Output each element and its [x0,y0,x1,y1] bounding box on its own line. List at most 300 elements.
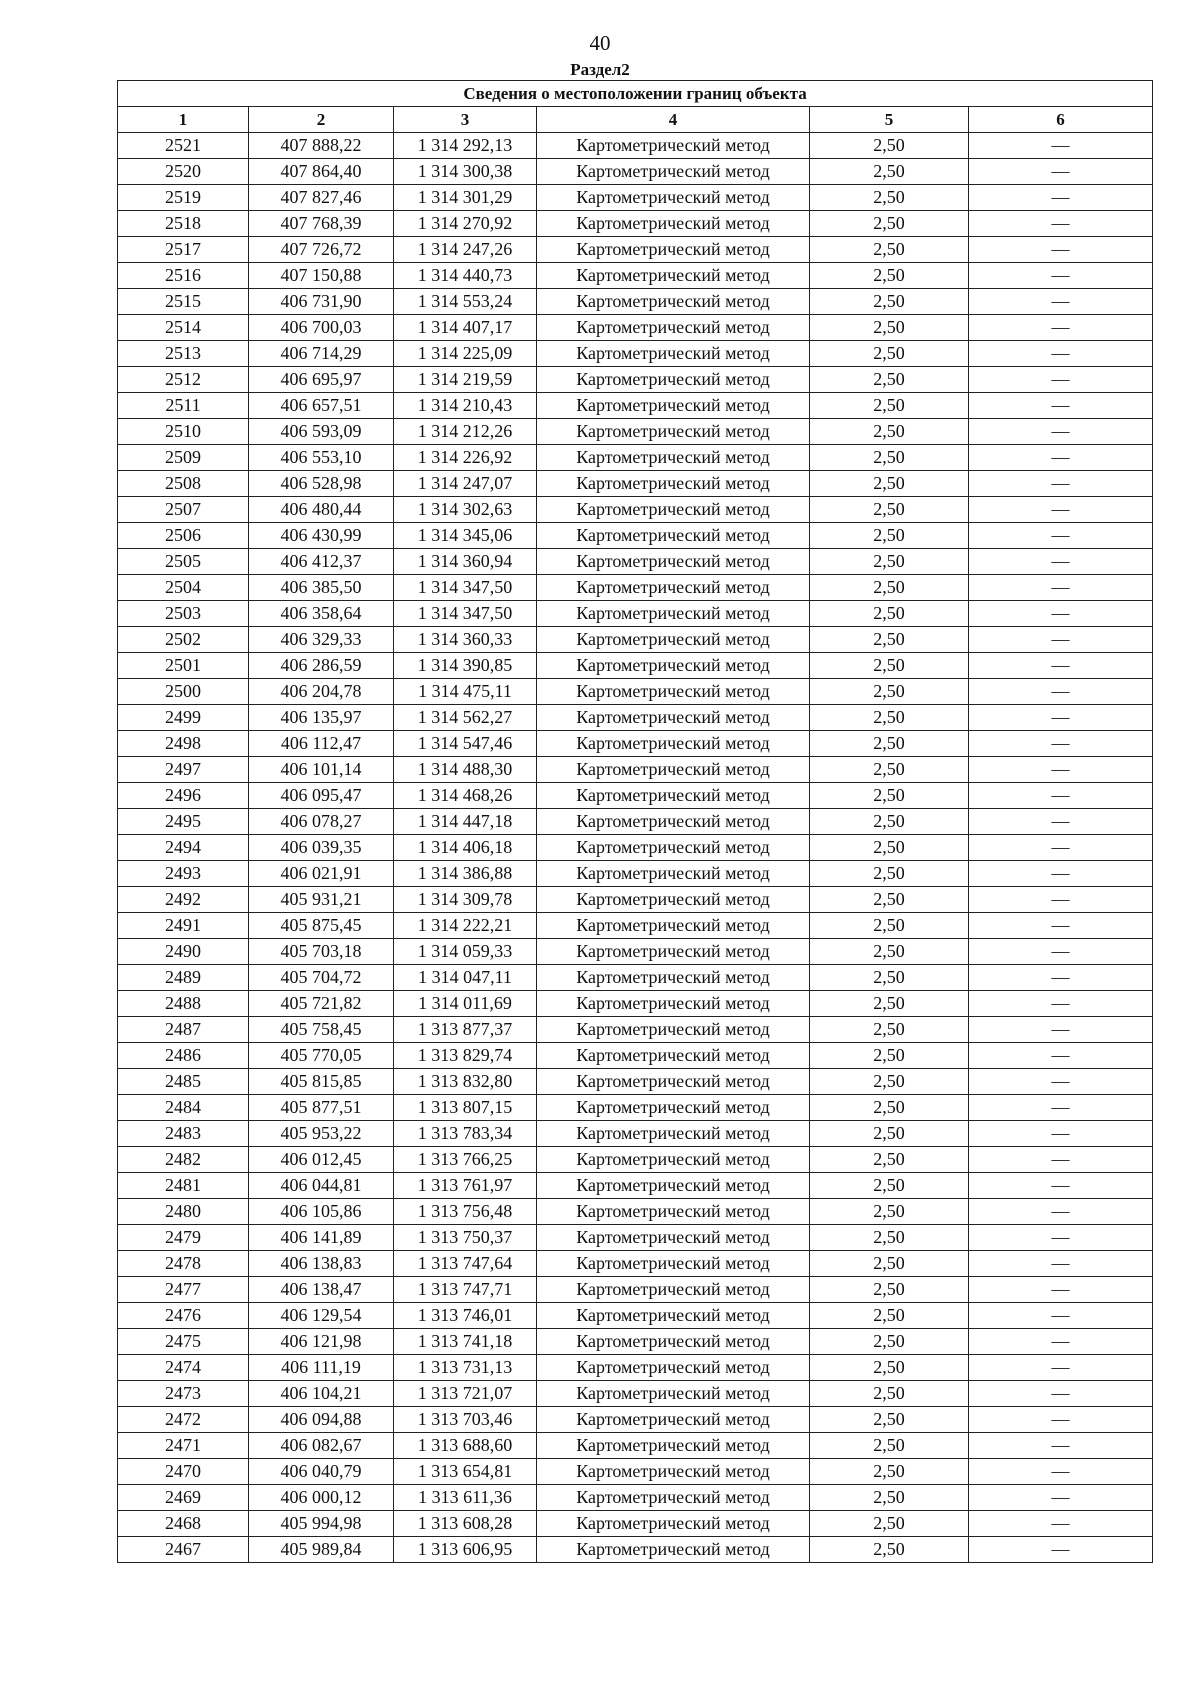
accuracy-cell: 2,50 [810,367,969,393]
description-cell: — [969,601,1153,627]
accuracy-cell: 2,50 [810,705,969,731]
method-cell: Картометрический метод [537,1095,810,1121]
description-cell: — [969,159,1153,185]
coordinate-x-cell: 406 412,37 [249,549,394,575]
description-cell: — [969,1537,1153,1563]
column-header: 1 [118,107,249,133]
coordinate-x-cell: 406 700,03 [249,315,394,341]
accuracy-cell: 2,50 [810,1329,969,1355]
accuracy-cell: 2,50 [810,809,969,835]
accuracy-cell: 2,50 [810,133,969,159]
point-number-cell: 2487 [118,1017,249,1043]
coordinate-x-cell: 407 888,22 [249,133,394,159]
description-cell: — [969,1407,1153,1433]
point-number-cell: 2503 [118,601,249,627]
table-row [118,1017,1153,1043]
point-number-cell: 2500 [118,679,249,705]
coordinate-x-cell: 406 129,54 [249,1303,394,1329]
table-row [118,913,1153,939]
accuracy-cell: 2,50 [810,1251,969,1277]
accuracy-cell: 2,50 [810,185,969,211]
description-cell: — [969,419,1153,445]
table-row [118,1485,1153,1511]
coordinate-y-cell: 1 314 210,43 [394,393,537,419]
description-cell: — [969,1303,1153,1329]
accuracy-cell: 2,50 [810,939,969,965]
point-number-cell: 2472 [118,1407,249,1433]
accuracy-cell: 2,50 [810,341,969,367]
description-cell: — [969,887,1153,913]
accuracy-cell: 2,50 [810,1459,969,1485]
point-number-cell: 2478 [118,1251,249,1277]
description-cell: — [969,1147,1153,1173]
accuracy-cell: 2,50 [810,497,969,523]
method-cell: Картометрический метод [537,965,810,991]
table-row [118,497,1153,523]
coordinate-x-cell: 407 726,72 [249,237,394,263]
method-cell: Картометрический метод [537,861,810,887]
description-cell: — [969,237,1153,263]
description-cell: — [969,523,1153,549]
coordinate-y-cell: 1 314 360,33 [394,627,537,653]
method-cell: Картометрический метод [537,315,810,341]
coordinate-y-cell: 1 313 721,07 [394,1381,537,1407]
description-cell: — [969,1225,1153,1251]
description-cell: — [969,1017,1153,1043]
description-cell: — [969,679,1153,705]
coordinate-x-cell: 406 000,12 [249,1485,394,1511]
coordinate-y-cell: 1 314 407,17 [394,315,537,341]
accuracy-cell: 2,50 [810,445,969,471]
table-row [118,523,1153,549]
coordinate-x-cell: 405 703,18 [249,939,394,965]
coordinate-x-cell: 405 931,21 [249,887,394,913]
coordinate-x-cell: 406 078,27 [249,809,394,835]
method-cell: Картометрический метод [537,1121,810,1147]
table-row [118,1537,1153,1563]
table-row [118,809,1153,835]
coordinate-x-cell: 406 039,35 [249,835,394,861]
coordinate-y-cell: 1 314 386,88 [394,861,537,887]
table-row [118,1329,1153,1355]
point-number-cell: 2521 [118,133,249,159]
point-number-cell: 2485 [118,1069,249,1095]
coordinate-y-cell: 1 314 300,38 [394,159,537,185]
table-row [118,237,1153,263]
coordinate-y-cell: 1 314 309,78 [394,887,537,913]
method-cell: Картометрический метод [537,419,810,445]
coordinate-y-cell: 1 314 475,11 [394,679,537,705]
coordinate-x-cell: 406 385,50 [249,575,394,601]
coordinate-x-cell: 406 012,45 [249,1147,394,1173]
point-number-cell: 2494 [118,835,249,861]
description-cell: — [969,835,1153,861]
method-cell: Картометрический метод [537,159,810,185]
table-row [118,159,1153,185]
table-row [118,887,1153,913]
coordinate-y-cell: 1 313 807,15 [394,1095,537,1121]
point-number-cell: 2491 [118,913,249,939]
table-row [118,991,1153,1017]
coordinate-x-cell: 407 150,88 [249,263,394,289]
description-cell: — [969,549,1153,575]
accuracy-cell: 2,50 [810,1095,969,1121]
coordinate-y-cell: 1 313 731,13 [394,1355,537,1381]
coordinate-x-cell: 405 953,22 [249,1121,394,1147]
accuracy-cell: 2,50 [810,471,969,497]
point-number-cell: 2512 [118,367,249,393]
table-row [118,1433,1153,1459]
point-number-cell: 2519 [118,185,249,211]
description-cell: — [969,1095,1153,1121]
coordinate-x-cell: 406 094,88 [249,1407,394,1433]
point-number-cell: 2473 [118,1381,249,1407]
accuracy-cell: 2,50 [810,393,969,419]
table-row [118,549,1153,575]
coordinate-y-cell: 1 313 688,60 [394,1433,537,1459]
coordinate-x-cell: 406 358,64 [249,601,394,627]
accuracy-cell: 2,50 [810,159,969,185]
point-number-cell: 2517 [118,237,249,263]
coordinate-y-cell: 1 314 440,73 [394,263,537,289]
table-row [118,1147,1153,1173]
coordinate-x-cell: 405 770,05 [249,1043,394,1069]
description-cell: — [969,445,1153,471]
coordinate-y-cell: 1 314 488,30 [394,757,537,783]
table-row [118,1225,1153,1251]
coordinate-y-cell: 1 313 741,18 [394,1329,537,1355]
method-cell: Картометрический метод [537,679,810,705]
table-row [118,679,1153,705]
coordinate-y-cell: 1 313 829,74 [394,1043,537,1069]
method-cell: Картометрический метод [537,887,810,913]
point-number-cell: 2479 [118,1225,249,1251]
method-cell: Картометрический метод [537,1069,810,1095]
coordinate-y-cell: 1 313 756,48 [394,1199,537,1225]
coordinate-y-cell: 1 313 611,36 [394,1485,537,1511]
method-cell: Картометрический метод [537,601,810,627]
accuracy-cell: 2,50 [810,1017,969,1043]
coordinate-y-cell: 1 314 562,27 [394,705,537,731]
method-cell: Картометрический метод [537,263,810,289]
coordinate-y-cell: 1 313 766,25 [394,1147,537,1173]
table-row [118,575,1153,601]
accuracy-cell: 2,50 [810,1511,969,1537]
point-number-cell: 2516 [118,263,249,289]
method-cell: Картометрический метод [537,185,810,211]
description-cell: — [969,653,1153,679]
table-row [118,861,1153,887]
point-number-cell: 2497 [118,757,249,783]
table-row [118,627,1153,653]
description-cell: — [969,367,1153,393]
description-cell: — [969,575,1153,601]
coordinate-x-cell: 406 286,59 [249,653,394,679]
table-row [118,1303,1153,1329]
method-cell: Картометрический метод [537,809,810,835]
coordinate-y-cell: 1 314 447,18 [394,809,537,835]
point-number-cell: 2501 [118,653,249,679]
section-title: Раздел2 [570,60,630,79]
accuracy-cell: 2,50 [810,263,969,289]
method-cell: Картометрический метод [537,575,810,601]
method-cell: Картометрический метод [537,497,810,523]
coordinate-y-cell: 1 314 347,50 [394,575,537,601]
method-cell: Картометрический метод [537,835,810,861]
point-number-cell: 2518 [118,211,249,237]
description-cell: — [969,1251,1153,1277]
table-row [118,1381,1153,1407]
accuracy-cell: 2,50 [810,315,969,341]
coordinate-y-cell: 1 314 059,33 [394,939,537,965]
accuracy-cell: 2,50 [810,1303,969,1329]
point-number-cell: 2468 [118,1511,249,1537]
table-row [118,1069,1153,1095]
description-cell: — [969,1043,1153,1069]
accuracy-cell: 2,50 [810,1069,969,1095]
method-cell: Картометрический метод [537,627,810,653]
coordinate-x-cell: 407 827,46 [249,185,394,211]
coordinate-y-cell: 1 314 345,06 [394,523,537,549]
coordinate-x-cell: 406 111,19 [249,1355,394,1381]
point-number-cell: 2499 [118,705,249,731]
method-cell: Картометрический метод [537,393,810,419]
coordinate-x-cell: 407 864,40 [249,159,394,185]
point-number-cell: 2504 [118,575,249,601]
table-row [118,1511,1153,1537]
coordinate-x-cell: 405 758,45 [249,1017,394,1043]
coordinate-x-cell: 406 553,10 [249,445,394,471]
method-cell: Картометрический метод [537,367,810,393]
table-row [118,1173,1153,1199]
coordinate-y-cell: 1 313 832,80 [394,1069,537,1095]
accuracy-cell: 2,50 [810,679,969,705]
coordinate-y-cell: 1 314 347,50 [394,601,537,627]
accuracy-cell: 2,50 [810,1199,969,1225]
method-cell: Картометрический метод [537,1537,810,1563]
coordinate-x-cell: 406 121,98 [249,1329,394,1355]
method-cell: Картометрический метод [537,445,810,471]
accuracy-cell: 2,50 [810,1407,969,1433]
method-cell: Картометрический метод [537,1407,810,1433]
method-cell: Картометрический метод [537,1043,810,1069]
point-number-cell: 2507 [118,497,249,523]
method-cell: Картометрический метод [537,1225,810,1251]
coordinate-x-cell: 406 135,97 [249,705,394,731]
coordinate-y-cell: 1 314 302,63 [394,497,537,523]
accuracy-cell: 2,50 [810,237,969,263]
description-cell: — [969,1459,1153,1485]
point-number-cell: 2511 [118,393,249,419]
coordinate-x-cell: 406 138,47 [249,1277,394,1303]
coordinate-x-cell: 406 329,33 [249,627,394,653]
coordinate-y-cell: 1 314 301,29 [394,185,537,211]
coordinate-x-cell: 406 112,47 [249,731,394,757]
coordinate-x-cell: 406 105,86 [249,1199,394,1225]
description-cell: — [969,731,1153,757]
table-row [118,471,1153,497]
coordinate-x-cell: 406 480,44 [249,497,394,523]
description-cell: — [969,991,1153,1017]
method-cell: Картометрический метод [537,1485,810,1511]
table-row [118,939,1153,965]
coordinate-y-cell: 1 314 226,92 [394,445,537,471]
point-number-cell: 2493 [118,861,249,887]
table-row [118,341,1153,367]
coordinate-x-cell: 406 731,90 [249,289,394,315]
point-number-cell: 2492 [118,887,249,913]
table-row [118,1251,1153,1277]
method-cell: Картометрический метод [537,705,810,731]
coordinate-y-cell: 1 314 406,18 [394,835,537,861]
accuracy-cell: 2,50 [810,1537,969,1563]
accuracy-cell: 2,50 [810,627,969,653]
description-cell: — [969,263,1153,289]
description-cell: — [969,757,1153,783]
table-row [118,1277,1153,1303]
coordinate-x-cell: 406 021,91 [249,861,394,887]
table-row [118,133,1153,159]
column-header: 5 [810,107,969,133]
table-row [118,1199,1153,1225]
method-cell: Картометрический метод [537,341,810,367]
description-cell: — [969,133,1153,159]
description-cell: — [969,1329,1153,1355]
coordinate-x-cell: 406 593,09 [249,419,394,445]
coordinate-x-cell: 405 877,51 [249,1095,394,1121]
description-cell: — [969,705,1153,731]
accuracy-cell: 2,50 [810,1277,969,1303]
method-cell: Картометрический метод [537,1459,810,1485]
coordinate-y-cell: 1 314 047,11 [394,965,537,991]
table-row [118,263,1153,289]
accuracy-cell: 2,50 [810,991,969,1017]
table-row [118,783,1153,809]
method-cell: Картометрический метод [537,939,810,965]
coordinate-y-cell: 1 313 750,37 [394,1225,537,1251]
point-number-cell: 2513 [118,341,249,367]
method-cell: Картометрический метод [537,783,810,809]
accuracy-cell: 2,50 [810,211,969,237]
description-cell: — [969,809,1153,835]
coordinate-x-cell: 406 095,47 [249,783,394,809]
coordinate-y-cell: 1 314 468,26 [394,783,537,809]
description-cell: — [969,185,1153,211]
accuracy-cell: 2,50 [810,523,969,549]
accuracy-cell: 2,50 [810,835,969,861]
method-cell: Картометрический метод [537,133,810,159]
description-cell: — [969,627,1153,653]
table-row [118,419,1153,445]
method-cell: Картометрический метод [537,1433,810,1459]
table-row [118,965,1153,991]
description-cell: — [969,965,1153,991]
point-number-cell: 2498 [118,731,249,757]
point-number-cell: 2467 [118,1537,249,1563]
method-cell: Картометрический метод [537,1017,810,1043]
description-cell: — [969,1355,1153,1381]
point-number-cell: 2483 [118,1121,249,1147]
point-number-cell: 2477 [118,1277,249,1303]
method-cell: Картометрический метод [537,653,810,679]
description-cell: — [969,861,1153,887]
description-cell: — [969,783,1153,809]
method-cell: Картометрический метод [537,1511,810,1537]
table-row [118,367,1153,393]
point-number-cell: 2470 [118,1459,249,1485]
description-cell: — [969,1277,1153,1303]
point-number-cell: 2515 [118,289,249,315]
table-row [118,445,1153,471]
coordinate-y-cell: 1 314 011,69 [394,991,537,1017]
description-cell: — [969,1121,1153,1147]
point-number-cell: 2488 [118,991,249,1017]
accuracy-cell: 2,50 [810,549,969,575]
point-number-cell: 2475 [118,1329,249,1355]
accuracy-cell: 2,50 [810,1433,969,1459]
coordinate-x-cell: 406 657,51 [249,393,394,419]
method-cell: Картометрический метод [537,1303,810,1329]
method-cell: Картометрический метод [537,757,810,783]
point-number-cell: 2495 [118,809,249,835]
accuracy-cell: 2,50 [810,419,969,445]
table-row [118,757,1153,783]
coordinate-x-cell: 406 528,98 [249,471,394,497]
method-cell: Картометрический метод [537,1199,810,1225]
table-row [118,601,1153,627]
coordinate-x-cell: 406 204,78 [249,679,394,705]
point-number-cell: 2508 [118,471,249,497]
accuracy-cell: 2,50 [810,861,969,887]
method-cell: Картометрический метод [537,523,810,549]
coordinate-y-cell: 1 314 390,85 [394,653,537,679]
column-header: 6 [969,107,1153,133]
method-cell: Картометрический метод [537,289,810,315]
point-number-cell: 2496 [118,783,249,809]
table-row [118,289,1153,315]
coordinate-x-cell: 406 104,21 [249,1381,394,1407]
coordinate-x-cell: 406 044,81 [249,1173,394,1199]
coordinate-x-cell: 406 695,97 [249,367,394,393]
coordinate-y-cell: 1 313 606,95 [394,1537,537,1563]
table-row [118,731,1153,757]
coordinate-y-cell: 1 313 747,71 [394,1277,537,1303]
description-cell: — [969,1173,1153,1199]
coordinate-x-cell: 405 704,72 [249,965,394,991]
table-row [118,1355,1153,1381]
table-row [118,1043,1153,1069]
accuracy-cell: 2,50 [810,1381,969,1407]
table-row [118,1459,1153,1485]
coordinate-x-cell: 405 989,84 [249,1537,394,1563]
coordinate-y-cell: 1 314 547,46 [394,731,537,757]
point-number-cell: 2474 [118,1355,249,1381]
coordinate-y-cell: 1 314 360,94 [394,549,537,575]
coordinate-x-cell: 405 815,85 [249,1069,394,1095]
coordinate-x-cell: 405 875,45 [249,913,394,939]
coordinate-y-cell: 1 313 877,37 [394,1017,537,1043]
accuracy-cell: 2,50 [810,783,969,809]
coordinate-y-cell: 1 314 247,26 [394,237,537,263]
table-row [118,315,1153,341]
accuracy-cell: 2,50 [810,887,969,913]
coordinate-y-cell: 1 314 292,13 [394,133,537,159]
point-number-cell: 2514 [118,315,249,341]
table-row [118,1121,1153,1147]
accuracy-cell: 2,50 [810,1173,969,1199]
method-cell: Картометрический метод [537,1329,810,1355]
point-number-cell: 2520 [118,159,249,185]
